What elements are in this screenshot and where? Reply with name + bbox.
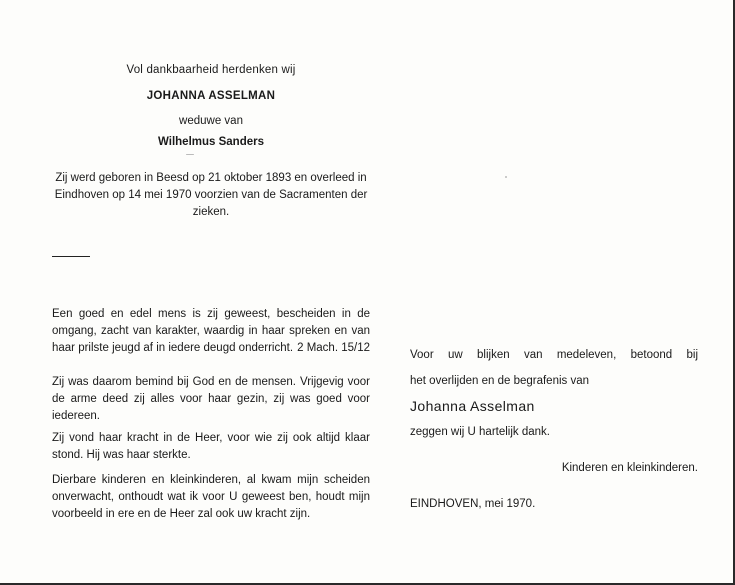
- relation-line: weduwe van: [179, 115, 243, 127]
- divider-rule: [52, 256, 90, 257]
- paragraph-farewell: Dierbare kinderen en kleinkinderen, al kwam mijn scheiden onverwacht, onthoudt wat ik voor U geweest ben, houdt mijn voorbeeld in ere en de Heer zal ook uw kracht zijn.: [52, 474, 370, 520]
- place-date: EINDHOVEN, mei 1970.: [410, 498, 536, 510]
- deceased-name: JOHANNA ASSELMAN: [146, 90, 276, 102]
- intro-line: Vol dankbaarheid herdenken wij: [126, 64, 296, 76]
- paragraph-beloved: Zij was daarom bemind bij God en de mensen. Vrijgevig voor de arme deed zij alles voor haar gezin, zij was goed voor iedereen.: [52, 376, 370, 422]
- spouse-name: Wilhelmus Sanders: [158, 136, 264, 148]
- thanks-line-3: zeggen wij U hartelijk dank.: [410, 426, 550, 438]
- thanks-line-2: het overlijden en de begrafenis van: [410, 375, 590, 387]
- print-speck: [505, 176, 507, 178]
- birth-death-text: Zij werd geboren in Beesd op 21 oktober 1893 en overleed in Eindhoven op 14 mei 1970 voorzien van de Sacramenten der zieken.: [54, 172, 368, 218]
- signature-family: Kinderen en kleinkinderen.: [561, 462, 698, 474]
- thanks-name: Johanna Asselman: [410, 398, 535, 414]
- paragraph-strength: Zij vond haar kracht in de Heer, voor wie zij ook altijd klaar stond. Hij was haar sterkte.: [52, 432, 370, 461]
- thanks-line-1: Voor uw blijken van medeleven, betoond bij: [410, 349, 698, 361]
- print-speck: [186, 154, 194, 155]
- verse-reference: 2 Mach. 15/12: [297, 342, 370, 354]
- verse-text: Een goed en edel mens is zij geweest, bescheiden in de omgang, zacht van karakter, waardig in haar spreken en van haar prilste jeugd af in iedere deugd onderricht.: [52, 308, 370, 354]
- verse-paragraph: [52, 306, 370, 357]
